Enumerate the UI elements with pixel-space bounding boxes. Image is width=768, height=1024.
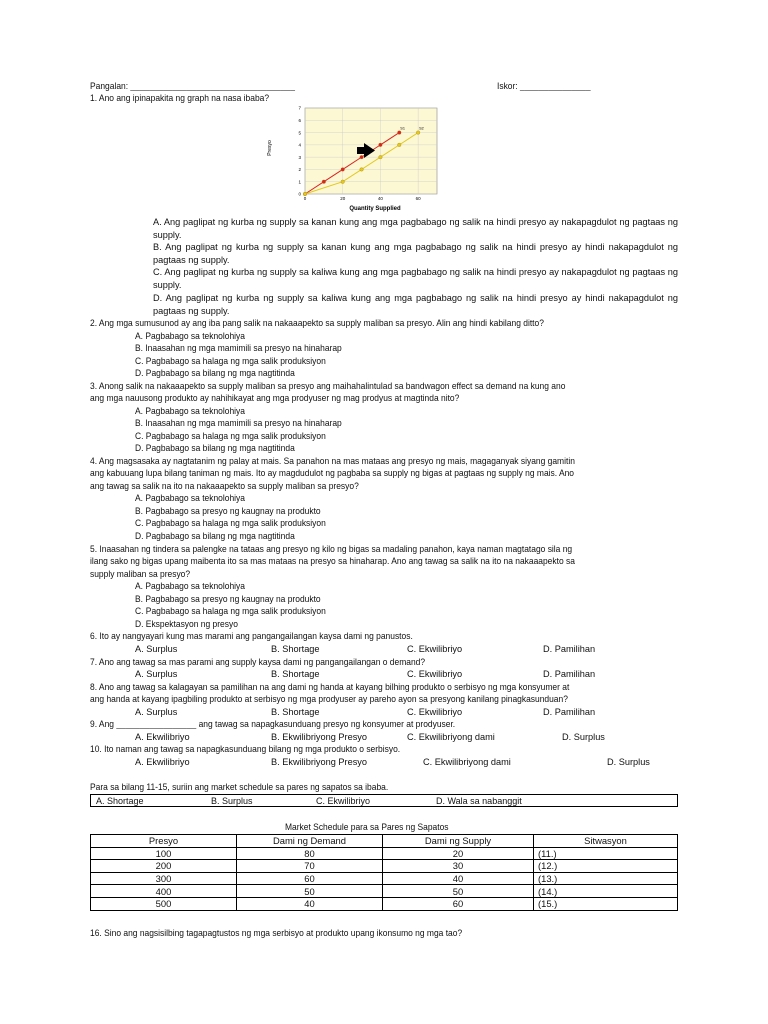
q9-option-c: C. Ekwilibriyong dami <box>407 732 495 742</box>
table-row <box>91 872 678 885</box>
table-row <box>91 860 678 873</box>
cell-supply: 20 <box>383 847 534 860</box>
q7-option-c: C. Ekwilibriyo <box>407 669 463 679</box>
question-1: 1. Ano ang ipinapakita ng graph na nasa ibaba? <box>90 93 270 103</box>
q6-option-b: B. Shortage <box>271 644 320 654</box>
question-2: 2. Ang mga sumusunod ay ang iba pang salik na nakaaapekto sa supply maliban sa presyo. Alin ang hindi kabilang ditto? <box>90 318 544 328</box>
series-point-S2 <box>303 192 307 196</box>
table-row <box>91 897 678 910</box>
question-3-line-1: 3. Anong salik na nakaaapekto sa supply maliban sa presyo ang maihahalintulad sa bandwagon effect sa demand na kung ano <box>90 381 566 391</box>
cell-situation: (15.) <box>534 897 678 910</box>
y-tick-label: 4 <box>298 142 301 148</box>
cell-demand: 50 <box>237 885 383 898</box>
x-tick-label: 20 <box>340 196 346 201</box>
q3-option-c: C. Pagbabago sa halaga ng mga salik produksiyon <box>135 431 326 441</box>
q10-option-a: A. Ekwilibriyo <box>135 757 190 767</box>
cell-demand: 60 <box>237 872 383 885</box>
header-demand: Dami ng Demand <box>237 835 383 848</box>
series-point-S1 <box>341 168 345 172</box>
cell-price: 100 <box>91 847 237 860</box>
cell-demand: 40 <box>237 897 383 910</box>
cell-situation: (13.) <box>534 872 678 885</box>
q1-option-a: A. Ang paglipat ng kurba ng supply sa kanan kung ang mga pagbabago ng salik na hindi presyo ay nakapagdulot ng pagtaas ng supply. <box>153 217 678 240</box>
supply-shift-chart <box>263 104 443 214</box>
question-5-line-2: ilang sako ng bigas upang maibenta ito sa mas mataas na presyo sa hinaharap. Ano ang tawag sa salik na ito na nakaaapekto sa <box>90 556 575 566</box>
q6-option-d: D. Pamilihan <box>543 644 596 654</box>
q10-option-b: B. Ekwilibriyong Presyo <box>271 757 367 767</box>
header-supply: Dami ng Supply <box>383 835 534 848</box>
q2-option-a: A. Pagbabago sa teknolohiya <box>135 331 245 341</box>
q5-option-c: C. Pagbabago sa halaga ng mga salik produksiyon <box>135 606 326 616</box>
q3-option-d: D. Pagbabago sa bilang ng mga nagtitinda <box>135 443 295 453</box>
question-4-line-3: ang tawag sa salik na ito na nakaaapekto sa supply maliban sa presyo? <box>90 481 359 491</box>
q3-option-a: A. Pagbabago sa teknolohiya <box>135 406 245 416</box>
q9-option-d: D. Surplus <box>562 732 605 742</box>
cell-situation: (14.) <box>534 885 678 898</box>
header-presyo: Presyo <box>91 835 237 848</box>
cell-supply: 60 <box>383 897 534 910</box>
q2-option-b: B. Inaasahan ng mga mamimili sa presyo na hinaharap <box>135 343 342 353</box>
series-point-S2 <box>341 180 345 184</box>
name-field-label: Pangalan: ___________________________________ <box>90 81 295 91</box>
legend-c: C. Ekwilibriyo <box>311 795 431 807</box>
x-tick-label: 0 <box>303 196 307 201</box>
q1-option-c: C. Ang paglipat ng kurba ng supply sa kaliwa kung ang mga pagbabago ng salik na hindi presyo ay nakapagdulot ng pagtaas ng supply. <box>153 267 678 290</box>
q5-option-d: D. Ekspektasyon ng presyo <box>135 619 238 629</box>
q8-option-c: C. Ekwilibriyo <box>407 707 463 717</box>
table-row <box>91 885 678 898</box>
y-tick-label: 1 <box>298 179 301 185</box>
legend-d: D. Wala sa nabanggit <box>431 795 678 807</box>
question-10: 10. Ito naman ang tawag sa napagkasunduang bilang ng mga produkto o serbisyo. <box>90 744 401 754</box>
curve-label: S2 <box>419 126 424 131</box>
q6-option-a: A. Surplus <box>135 644 178 654</box>
y-tick-label: 6 <box>298 117 301 123</box>
question-8-line-2: ang handa at kayang ipagbiling produkto at serbisyo ng mga prodyuser ay pareho ayon sa presyong kanilang pinagkasunduan? <box>90 694 568 704</box>
table-row <box>91 847 678 860</box>
q1-option-d: D. Ang paglipat ng kurba ng supply sa kaliwa kung ang mga pagbabago ng salik na hindi presyo ay hindi nakapagdulot ng pagtaas ng supply. <box>153 293 678 316</box>
series-point-S1 <box>360 155 364 159</box>
question-7: 7. Ano ang tawag sa mas parami ang supply kaysa dami ng pangangailangan o demand? <box>90 657 426 667</box>
question-8-line-1: 8. Ano ang tawag sa kalagayan sa pamilihan na ang dami ng handa at kayang bilhing produkto o serbisyo ng mga konsyumer at <box>90 682 570 692</box>
score-field-label: Iskor: _______________ <box>497 81 591 91</box>
table-header-row <box>91 835 678 848</box>
question-5-line-1: 5. Inaasahan ng tindera sa palengke na tataas ang presyo ng kilo ng bigas sa madaling panahon, kaya naman magtatago sila ng <box>90 544 573 554</box>
series-point-S1 <box>397 131 401 135</box>
question-9: 9. Ang _________________ ang tawag sa napagkasunduang presyo ng konsyumer at prodyuser. <box>90 719 456 729</box>
question-4-line-2: ang kabuuang lupa bilang taniman ng mais. Ito ay magdudulot ng pagbaba sa supply ng bigas at pagtaas ng supply ng mais. Ano <box>90 468 575 478</box>
cell-supply: 50 <box>383 885 534 898</box>
q7-option-a: A. Surplus <box>135 669 178 679</box>
cell-supply: 40 <box>383 872 534 885</box>
cell-price: 500 <box>91 897 237 910</box>
series-point-S2 <box>397 143 401 147</box>
question-4-line-1: 4. Ang magsasaka ay nagtatanim ng palay at mais. Sa panahon na mas mataas ang presyo ng mais, magaganyak siyang gamitin <box>90 456 575 466</box>
legend-a: A. Shortage <box>91 795 207 807</box>
x-tick-label: 40 <box>377 196 383 201</box>
q2-option-d: D. Pagbabago sa bilang ng mga nagtitinda <box>135 368 295 378</box>
question-5-line-3: supply maliban sa presyo? <box>90 569 191 579</box>
q5-option-a: A. Pagbabago sa teknolohiya <box>135 581 245 591</box>
q6-option-c: C. Ekwilibriyo <box>407 644 463 654</box>
cell-demand: 80 <box>237 847 383 860</box>
y-tick-label: 7 <box>298 105 301 111</box>
q4-option-a: A. Pagbabago sa teknolohiya <box>135 493 245 503</box>
market-schedule-table <box>90 834 678 911</box>
question-6: 6. Ito ay nangyayari kung mas marami ang pangangailangan kaysa dami ng panustos. <box>90 631 413 641</box>
y-tick-label: 2 <box>298 167 301 173</box>
series-point-S1 <box>379 143 383 147</box>
q8-option-a: A. Surplus <box>135 707 178 717</box>
series-point-S2 <box>379 155 383 159</box>
q10-option-d: D. Surplus <box>607 757 650 767</box>
q4-option-d: D. Pagbabago sa bilang ng mga nagtitinda <box>135 531 295 541</box>
q8-option-b: B. Shortage <box>271 707 320 717</box>
header-sitwasyon: Sitwasyon <box>534 835 678 848</box>
cell-situation: (11.) <box>534 847 678 860</box>
q1-option-b: B. Ang paglipat ng kurba ng supply sa kanan kung ang mga pagbabago ng salik na hindi presyo ay hindi nakapagdulot ng pagtaas ng supply. <box>153 242 678 265</box>
answer-legend <box>90 794 678 807</box>
q9-option-b: B. Ekwilibriyong Presyo <box>271 732 367 742</box>
x-tick-label: 60 <box>415 196 421 201</box>
legend-b: B. Surplus <box>206 795 311 807</box>
y-tick-label: 3 <box>298 154 301 160</box>
cell-situation: (12.) <box>534 860 678 873</box>
cell-price: 400 <box>91 885 237 898</box>
cell-supply: 30 <box>383 860 534 873</box>
chart-y-axis-label: Presyo <box>267 140 273 156</box>
question-16: 16. Sino ang nagsisilbing tagapagtustos ng mga serbisyo at produkto upang ikonsumo ng mga tao? <box>90 928 463 938</box>
q7-option-b: B. Shortage <box>271 669 320 679</box>
section-intro: Para sa bilang 11-15, suriin ang market schedule sa pares ng sapatos sa ibaba. <box>90 782 389 792</box>
q2-option-c: C. Pagbabago sa halaga ng mga salik produksiyon <box>135 356 326 366</box>
q3-option-b: B. Inaasahan ng mga mamimili sa presyo na hinaharap <box>135 418 342 428</box>
question-3-line-2: ang mga nauusong produkto ay nahihikayat ang mga prodyuser ng mag prodyus at magtinda nito? <box>90 393 460 403</box>
schedule-title: Market Schedule para sa Pares ng Sapatos <box>285 822 449 832</box>
chart-x-axis-label: Quantity Supplied <box>349 206 401 212</box>
curve-label: S1 <box>400 126 405 131</box>
q4-option-b: B. Pagbabago sa presyo ng kaugnay na produkto <box>135 506 321 516</box>
series-point-S1 <box>322 180 326 184</box>
cell-price: 300 <box>91 872 237 885</box>
q9-option-a: A. Ekwilibriyo <box>135 732 190 742</box>
cell-demand: 70 <box>237 860 383 873</box>
q8-option-d: D. Pamilihan <box>543 707 596 717</box>
series-point-S2 <box>416 131 420 135</box>
series-point-S2 <box>360 168 364 172</box>
y-tick-label: 0 <box>298 191 301 197</box>
q7-option-d: D. Pamilihan <box>543 669 596 679</box>
cell-price: 200 <box>91 860 237 873</box>
q4-option-c: C. Pagbabago sa halaga ng mga salik produksiyon <box>135 518 326 528</box>
q5-option-b: B. Pagbabago sa presyo ng kaugnay na produkto <box>135 594 321 604</box>
q10-option-c: C. Ekwilibriyong dami <box>423 757 511 767</box>
y-tick-label: 5 <box>298 130 301 136</box>
